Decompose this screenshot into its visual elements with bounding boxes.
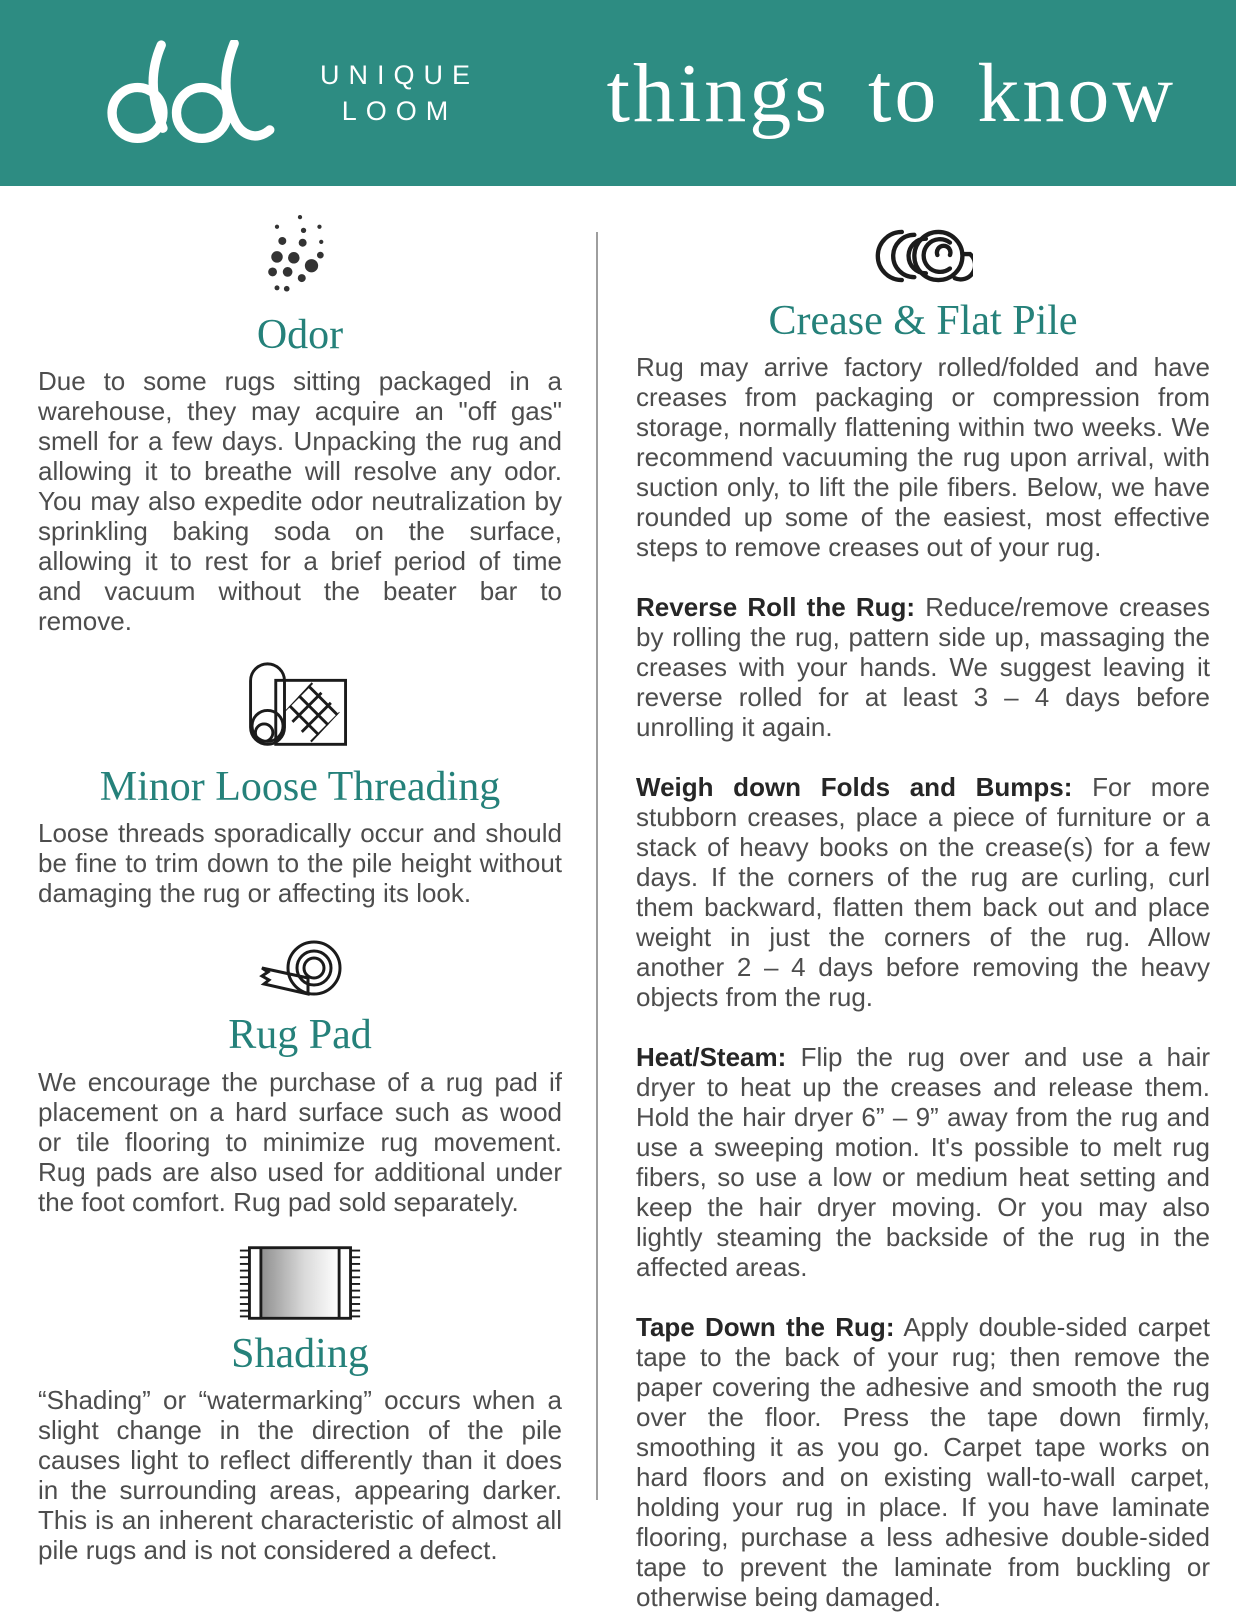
content-area	[0, 186, 1236, 1612]
unique-loom-logo-icon	[96, 40, 296, 146]
section-minor-loose-threading	[38, 660, 562, 908]
tip-weigh-down	[636, 772, 1210, 1012]
section-heading-shading: Shading	[231, 1330, 369, 1377]
crease-intro: Rug may arrive factory rolled/folded and have creases from packaging or compression from storage, normally flattening within two weeks. We recommend vacuuming the rug upon arrival, with suction only, to lift the pile fibers. Below, we have rounded up some of the easiest, most effective steps to remove creases out of your rug.	[636, 352, 1210, 563]
section-shading	[38, 1245, 562, 1565]
section-heading-crease: Crease & Flat Pile	[768, 298, 1078, 344]
tip-text-heat-steam: Flip the rug over and use a hair dryer to heat up the creases and release them. Hold the hair dryer 6” – 9” away from the rug and use a sweeping motion. It's possible to melt rug fibers, so use a low or medium heat setting and keep the hair dryer moving. Or you may also lightly steaming the backside of the rug in the affected areas.	[636, 1042, 1211, 1283]
tip-label-weigh-down: Weigh down Folds and Bumps:	[636, 772, 1073, 803]
tip-text-weigh-down: For more stubborn creases, place a piece of furniture or a stack of heavy books on the crease(s) for a few days. If the corners of the rug are curling, curl them backward, flatten them back out and place weight in just the corners of the rug. Allow another 2 – 4 days before removing the heavy objects from the rug.	[636, 772, 1210, 1013]
shaded-rug-icon	[238, 1245, 362, 1321]
section-body-odor: Due to some rugs sitting packaged in a warehouse, they may acquire an "off gas" smell for a few days. Unpacking the rug and allowing it to breathe will resolve any odor. You may also expedite odor neutralization by sprinkling baking soda on the surface, allowing it to rest for a brief period of time and vacuum without the beater bar to remove.	[38, 366, 562, 637]
brand-line2: LOOM	[341, 96, 458, 126]
page-title: things to know	[606, 46, 1176, 140]
section-rug-pad	[38, 938, 562, 1216]
section-body-threading: Loose threads sporadically occur and should be fine to trim down to the pile height without damaging the rug or affecting its look.	[38, 818, 562, 909]
section-heading-odor: Odor	[256, 312, 344, 358]
right-column	[598, 186, 1236, 1612]
brand-line1: UNIQUE	[320, 59, 480, 90]
section-heading-rug-pad: Rug Pad	[228, 1012, 372, 1059]
brand-name	[320, 57, 479, 130]
tip-text-reverse-roll: Reduce/remove creases by rolling the rug, pattern side up, massaging the creases with your hands. We suggest leaving it reverse rolled for at least 3 – 4 days before unrolling it again.	[636, 592, 1210, 743]
header-banner	[0, 0, 1236, 186]
tip-label-heat-steam: Heat/Steam:	[636, 1042, 787, 1073]
tip-tape-down	[636, 1312, 1210, 1612]
tip-label-tape-down: Tape Down the Rug:	[636, 1312, 895, 1343]
odor-dots-icon	[238, 210, 362, 302]
rolled-rug-side-icon	[873, 224, 973, 288]
tip-text-tape-down: Apply double-sided carpet tape to the back of your rug; then remove the paper covering the adhesive and smooth the rug over the floor. Press the tape down firmly, smoothing it as you go. Carpet tape works on hard floors and on existing wall-to-wall carpet, holding your rug in place. If you have laminate flooring, purchase a less adhesive double-sided tape to prevent the laminate from buckling or otherwise being damaged.	[636, 1312, 1211, 1612]
left-column	[0, 186, 596, 1565]
tip-reverse-roll	[636, 592, 1210, 742]
section-body-rug-pad: We encourage the purchase of a rug pad if placement on a hard surface such as wood or tile flooring to minimize rug movement. Rug pads are also used for additional under the foot comfort. Rug pad sold separately.	[38, 1066, 562, 1217]
section-heading-threading: Minor Loose Threading	[99, 764, 501, 811]
tape-roll-icon	[252, 938, 348, 1002]
rolled-rug-crosshatch-icon	[237, 660, 363, 754]
tip-heat-steam	[636, 1042, 1210, 1282]
section-odor	[38, 210, 562, 636]
tip-label-reverse-roll: Reverse Roll the Rug:	[636, 592, 916, 623]
section-body-shading: “Shading” or “watermarking” occurs when a slight change in the direction of the pile causes light to reflect differently than it does in the surrounding areas, appearing darker. This is an inherent characteristic of almost all pile rugs and is not considered a defect.	[38, 1384, 562, 1565]
